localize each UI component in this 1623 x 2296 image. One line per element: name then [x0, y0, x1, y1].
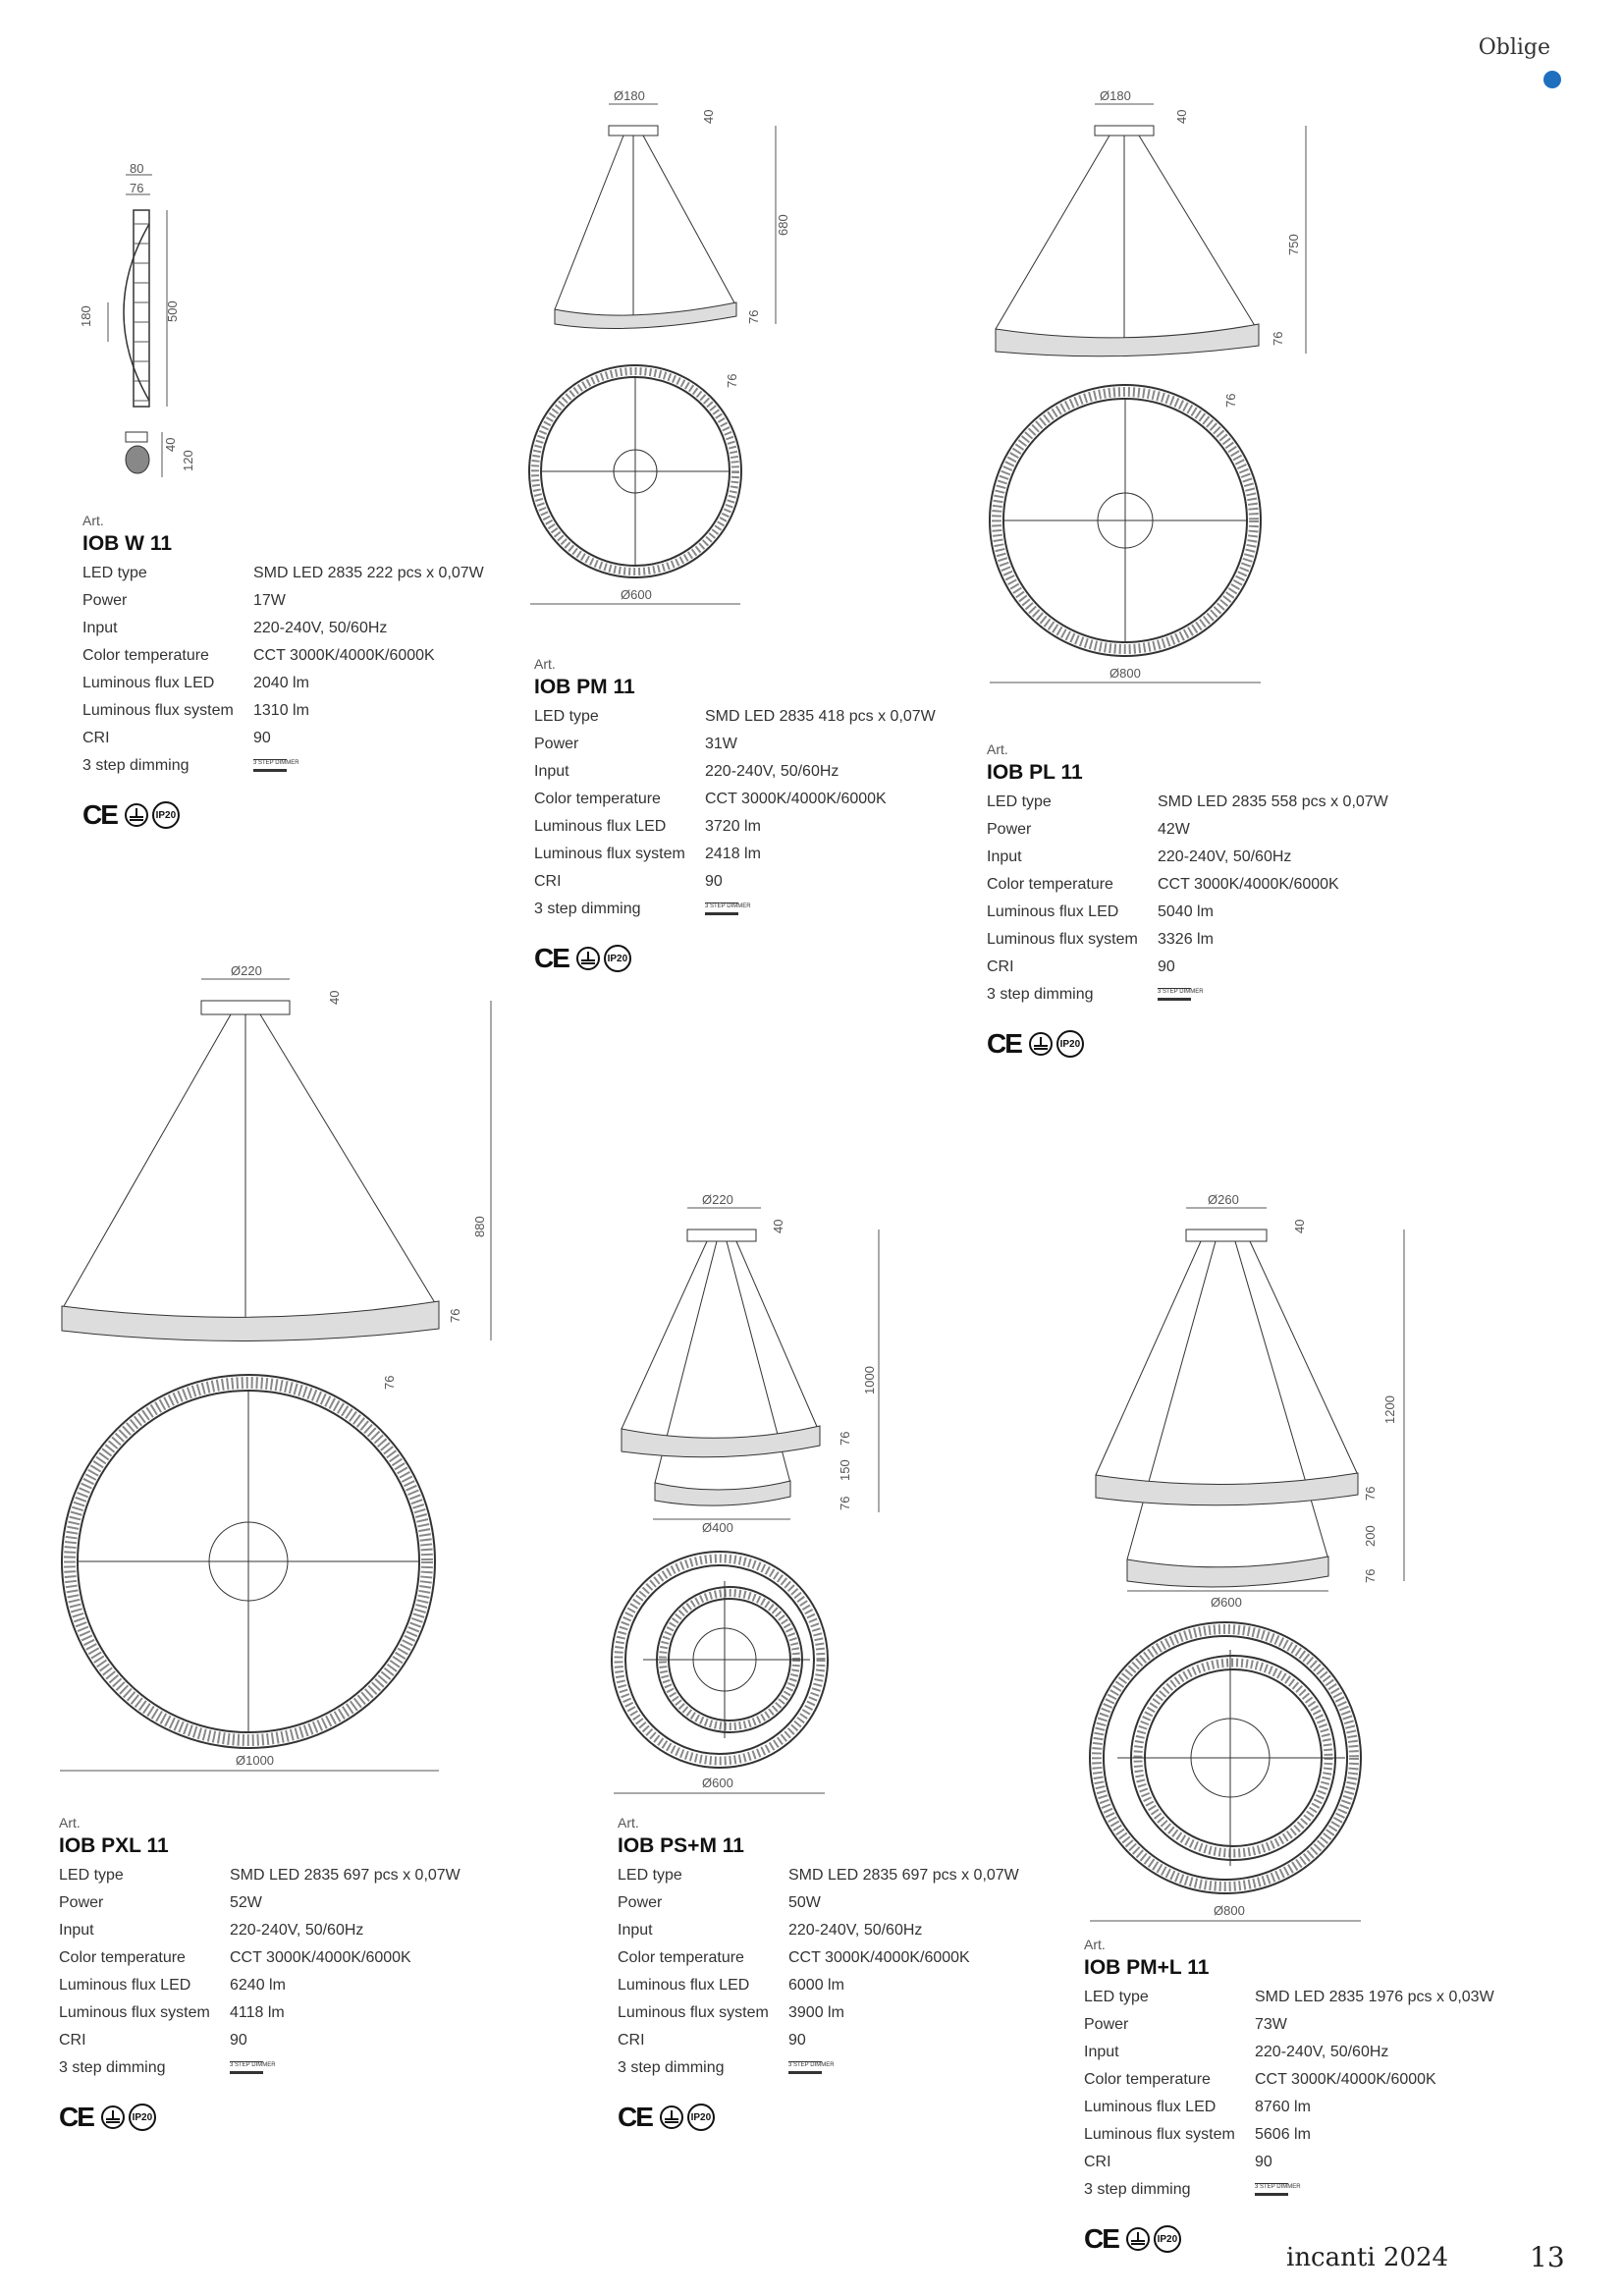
- dimmer-icon: 3 STEP DIMMER: [705, 902, 738, 915]
- spec-key: Input: [987, 848, 1022, 865]
- dim-label: 40: [701, 109, 716, 124]
- spec-key: LED type: [1084, 1989, 1149, 2005]
- ce-mark-icon: CE: [82, 799, 117, 830]
- ip-rating-icon: IP20: [687, 2104, 715, 2131]
- spec-value: 90: [705, 873, 723, 890]
- ip-rating-icon: IP20: [1056, 1030, 1084, 1058]
- spec-value: SMD LED 2835 222 pcs x 0,07W: [253, 565, 484, 581]
- art-label: Art.: [1084, 1937, 1106, 1952]
- spec-iob-pm-l-11: [1084, 1937, 1536, 2255]
- dim-label: 76: [448, 1308, 462, 1323]
- spec-key: Luminous flux system: [1084, 2126, 1235, 2143]
- spec-key: 3 step dimming: [1084, 2181, 1191, 2198]
- spec-key: Luminous flux LED: [534, 818, 667, 835]
- spec-value: 220-240V, 50/60Hz: [1158, 848, 1292, 865]
- spec-value: 220-240V, 50/60Hz: [230, 1922, 364, 1939]
- page-number: 13: [1530, 2241, 1565, 2273]
- art-label: Art.: [534, 656, 556, 672]
- spec-key: Power: [618, 1894, 663, 1911]
- spec-table: [59, 1862, 460, 2082]
- spec-key: Luminous flux system: [534, 846, 685, 862]
- dim-label: 76: [382, 1375, 397, 1390]
- spec-value: CCT 3000K/4000K/6000K: [253, 647, 435, 664]
- spec-key: Power: [987, 821, 1032, 838]
- dim-label: 680: [776, 214, 790, 236]
- spec-value: SMD LED 2835 1976 pcs x 0,03W: [1255, 1989, 1494, 2005]
- spec-table: [987, 789, 1388, 1009]
- dim-label: Ø400: [702, 1520, 733, 1535]
- art-label: Art.: [987, 741, 1008, 757]
- dim-label: 500: [165, 301, 180, 322]
- spec-key: Color temperature: [987, 876, 1113, 893]
- spec-value: 2040 lm: [253, 675, 309, 691]
- spec-key: 3 step dimming: [59, 2059, 166, 2076]
- ce-mark-icon: CE: [1084, 2223, 1118, 2254]
- certification-marks: [534, 943, 986, 974]
- spec-table: [618, 1862, 1019, 2082]
- spec-key: 3 step dimming: [534, 901, 641, 917]
- spec-value: 52W: [230, 1894, 262, 1911]
- catalog-name: incanti 2024: [1286, 2243, 1449, 2272]
- spec-key: Luminous flux system: [59, 2004, 210, 2021]
- spec-key: CRI: [1084, 2154, 1111, 2170]
- spec-value: 5606 lm: [1255, 2126, 1311, 2143]
- model-name: IOB PXL 11: [59, 1834, 169, 1857]
- spec-value: 6000 lm: [788, 1977, 844, 1994]
- dim-label: 76: [130, 181, 144, 195]
- dimmer-icon: 3 STEP DIMMER: [1255, 2183, 1288, 2196]
- dim-label: Ø800: [1214, 1903, 1245, 1918]
- ground-icon: [576, 947, 600, 970]
- spec-key: CRI: [59, 2032, 86, 2049]
- spec-value: 220-240V, 50/60Hz: [253, 620, 388, 636]
- dim-label: 76: [746, 309, 761, 324]
- dim-label: Ø180: [1100, 88, 1131, 103]
- spec-key: Input: [82, 620, 118, 636]
- model-name: IOB W 11: [82, 532, 173, 555]
- spec-key: Power: [59, 1894, 104, 1911]
- art-label: Art.: [82, 513, 104, 528]
- dim-label: 40: [327, 990, 342, 1005]
- dim-label: 76: [1271, 331, 1285, 346]
- spec-iob-w-11: [82, 513, 534, 831]
- spec-key: LED type: [987, 793, 1052, 810]
- ip-rating-icon: IP20: [152, 801, 180, 829]
- spec-iob-ps-m-11: [618, 1815, 1069, 2133]
- ground-icon: [125, 803, 148, 827]
- spec-key: Luminous flux LED: [59, 1977, 191, 1994]
- spec-value: 3900 lm: [788, 2004, 844, 2021]
- spec-key: 3 step dimming: [82, 757, 189, 774]
- spec-key: Color temperature: [82, 647, 209, 664]
- ip-rating-icon: IP20: [1154, 2225, 1181, 2253]
- spec-value: 31W: [705, 736, 737, 752]
- spec-key: 3 step dimming: [618, 2059, 725, 2076]
- spec-value: 90: [788, 2032, 806, 2049]
- dim-label: Ø800: [1109, 666, 1141, 681]
- spec-value: 6240 lm: [230, 1977, 286, 1994]
- dim-label: 40: [1174, 109, 1189, 124]
- spec-key: Power: [82, 592, 128, 609]
- spec-iob-pxl-11: [59, 1815, 511, 2133]
- dim-label: Ø220: [702, 1192, 733, 1207]
- drawing-iob-pm-l-11: [1088, 1188, 1412, 1925]
- dim-label: 76: [838, 1496, 852, 1510]
- dim-label: 750: [1286, 234, 1301, 255]
- dimmer-icon: 3 STEP DIMMER: [253, 759, 287, 772]
- ce-mark-icon: CE: [987, 1028, 1021, 1059]
- spec-table: [1084, 1984, 1494, 2204]
- spec-value: 17W: [253, 592, 286, 609]
- spec-value: SMD LED 2835 418 pcs x 0,07W: [705, 708, 936, 725]
- ce-mark-icon: CE: [59, 2102, 93, 2132]
- dim-label: 40: [163, 437, 178, 452]
- drawing-iob-w-11: [79, 161, 216, 489]
- art-label: Art.: [59, 1815, 81, 1831]
- spec-value: CCT 3000K/4000K/6000K: [230, 1949, 411, 1966]
- dim-label: Ø600: [1211, 1595, 1242, 1610]
- spec-value: 2418 lm: [705, 846, 761, 862]
- spec-table: [534, 703, 936, 923]
- spec-key: Input: [59, 1922, 94, 1939]
- dim-label: Ø180: [614, 88, 645, 103]
- spec-key: Color temperature: [1084, 2071, 1211, 2088]
- spec-key: CRI: [534, 873, 562, 890]
- dim-label: 76: [1363, 1568, 1378, 1583]
- dim-label: 40: [771, 1219, 785, 1233]
- model-name: IOB PM+L 11: [1084, 1956, 1210, 1979]
- dim-label: Ø600: [702, 1776, 733, 1790]
- spec-value: 73W: [1255, 2016, 1287, 2033]
- model-name: IOB PM 11: [534, 676, 635, 698]
- spec-value: CCT 3000K/4000K/6000K: [1255, 2071, 1436, 2088]
- model-name: IOB PS+M 11: [618, 1834, 744, 1857]
- drawing-iob-pl-11: [982, 88, 1316, 687]
- spec-value: 3326 lm: [1158, 931, 1214, 948]
- spec-table: [82, 560, 484, 780]
- ip-rating-icon: IP20: [604, 945, 631, 972]
- dim-label: Ø1000: [236, 1753, 275, 1768]
- ip-rating-icon: IP20: [129, 2104, 156, 2131]
- spec-key: Luminous flux system: [987, 931, 1138, 948]
- certification-marks: [59, 2102, 511, 2133]
- spec-key: Luminous flux LED: [618, 1977, 750, 1994]
- brand-name: Oblige: [1478, 35, 1550, 60]
- spec-key: Luminous flux system: [82, 702, 234, 719]
- model-name: IOB PL 11: [987, 761, 1083, 784]
- drawing-iob-pm-11: [530, 88, 795, 619]
- spec-iob-pl-11: [987, 741, 1438, 1060]
- spec-value: 90: [230, 2032, 247, 2049]
- spec-value: SMD LED 2835 697 pcs x 0,07W: [788, 1867, 1019, 1884]
- spec-value: SMD LED 2835 558 pcs x 0,07W: [1158, 793, 1388, 810]
- certification-marks: [1084, 2223, 1536, 2255]
- spec-key: Color temperature: [59, 1949, 186, 1966]
- spec-value: 8760 lm: [1255, 2099, 1311, 2115]
- spec-key: CRI: [987, 958, 1014, 975]
- ground-icon: [660, 2105, 683, 2129]
- ce-mark-icon: CE: [534, 943, 568, 973]
- dim-label: 200: [1363, 1525, 1378, 1547]
- dim-label: 150: [838, 1459, 852, 1481]
- brand-dot: [1543, 71, 1561, 88]
- spec-value: SMD LED 2835 697 pcs x 0,07W: [230, 1867, 460, 1884]
- dimmer-icon: 3 STEP DIMMER: [788, 2061, 822, 2074]
- spec-value: 1310 lm: [253, 702, 309, 719]
- spec-value: 220-240V, 50/60Hz: [705, 763, 839, 780]
- dim-label: 1200: [1382, 1395, 1397, 1424]
- spec-key: Power: [534, 736, 579, 752]
- dim-label: 76: [725, 373, 739, 388]
- certification-marks: [82, 799, 534, 831]
- spec-key: LED type: [618, 1867, 682, 1884]
- spec-value: 220-240V, 50/60Hz: [788, 1922, 923, 1939]
- ground-icon: [1126, 2227, 1150, 2251]
- spec-key: Luminous flux system: [618, 2004, 769, 2021]
- spec-value: 4118 lm: [230, 2004, 285, 2021]
- spec-key: Color temperature: [618, 1949, 744, 1966]
- spec-value: 90: [253, 730, 271, 746]
- spec-value: 42W: [1158, 821, 1190, 838]
- spec-key: LED type: [82, 565, 147, 581]
- dim-label: 120: [181, 450, 195, 471]
- spec-key: Input: [1084, 2044, 1119, 2060]
- spec-key: Color temperature: [534, 791, 661, 807]
- spec-iob-pm-11: [534, 656, 986, 974]
- dim-label: 76: [1223, 393, 1238, 408]
- spec-value: 5040 lm: [1158, 903, 1214, 920]
- spec-key: CRI: [618, 2032, 645, 2049]
- spec-key: Power: [1084, 2016, 1129, 2033]
- dim-label: Ø260: [1208, 1192, 1239, 1207]
- dim-label: 80: [130, 161, 144, 176]
- dim-label: Ø220: [231, 963, 262, 978]
- spec-key: Luminous flux LED: [82, 675, 215, 691]
- spec-key: Luminous flux LED: [1084, 2099, 1217, 2115]
- spec-value: 50W: [788, 1894, 821, 1911]
- ground-icon: [1029, 1032, 1053, 1056]
- dim-label: 76: [1363, 1486, 1378, 1501]
- spec-value: 90: [1158, 958, 1175, 975]
- spec-key: CRI: [82, 730, 110, 746]
- spec-key: Input: [618, 1922, 653, 1939]
- dim-label: 1000: [862, 1366, 877, 1394]
- art-label: Art.: [618, 1815, 639, 1831]
- spec-value: CCT 3000K/4000K/6000K: [705, 791, 887, 807]
- spec-key: LED type: [534, 708, 599, 725]
- spec-key: Input: [534, 763, 569, 780]
- spec-key: LED type: [59, 1867, 124, 1884]
- ground-icon: [101, 2105, 125, 2129]
- spec-value: 3720 lm: [705, 818, 761, 835]
- spec-value: 90: [1255, 2154, 1272, 2170]
- certification-marks: [987, 1028, 1438, 1060]
- spec-value: CCT 3000K/4000K/6000K: [1158, 876, 1339, 893]
- spec-value: 220-240V, 50/60Hz: [1255, 2044, 1389, 2060]
- dim-label: Ø600: [621, 587, 652, 602]
- drawing-iob-pxl-11: [54, 957, 506, 1777]
- dim-label: 40: [1292, 1219, 1307, 1233]
- certification-marks: [618, 2102, 1069, 2133]
- dimmer-icon: 3 STEP DIMMER: [230, 2061, 263, 2074]
- dimmer-icon: 3 STEP DIMMER: [1158, 988, 1191, 1001]
- dim-label: 880: [472, 1216, 487, 1237]
- ce-mark-icon: CE: [618, 2102, 652, 2132]
- spec-key: 3 step dimming: [987, 986, 1094, 1003]
- spec-value: CCT 3000K/4000K/6000K: [788, 1949, 970, 1966]
- dim-label: 76: [838, 1431, 852, 1446]
- dim-label: 180: [79, 305, 93, 327]
- spec-key: Luminous flux LED: [987, 903, 1119, 920]
- drawing-iob-ps-m-11: [614, 1188, 898, 1797]
